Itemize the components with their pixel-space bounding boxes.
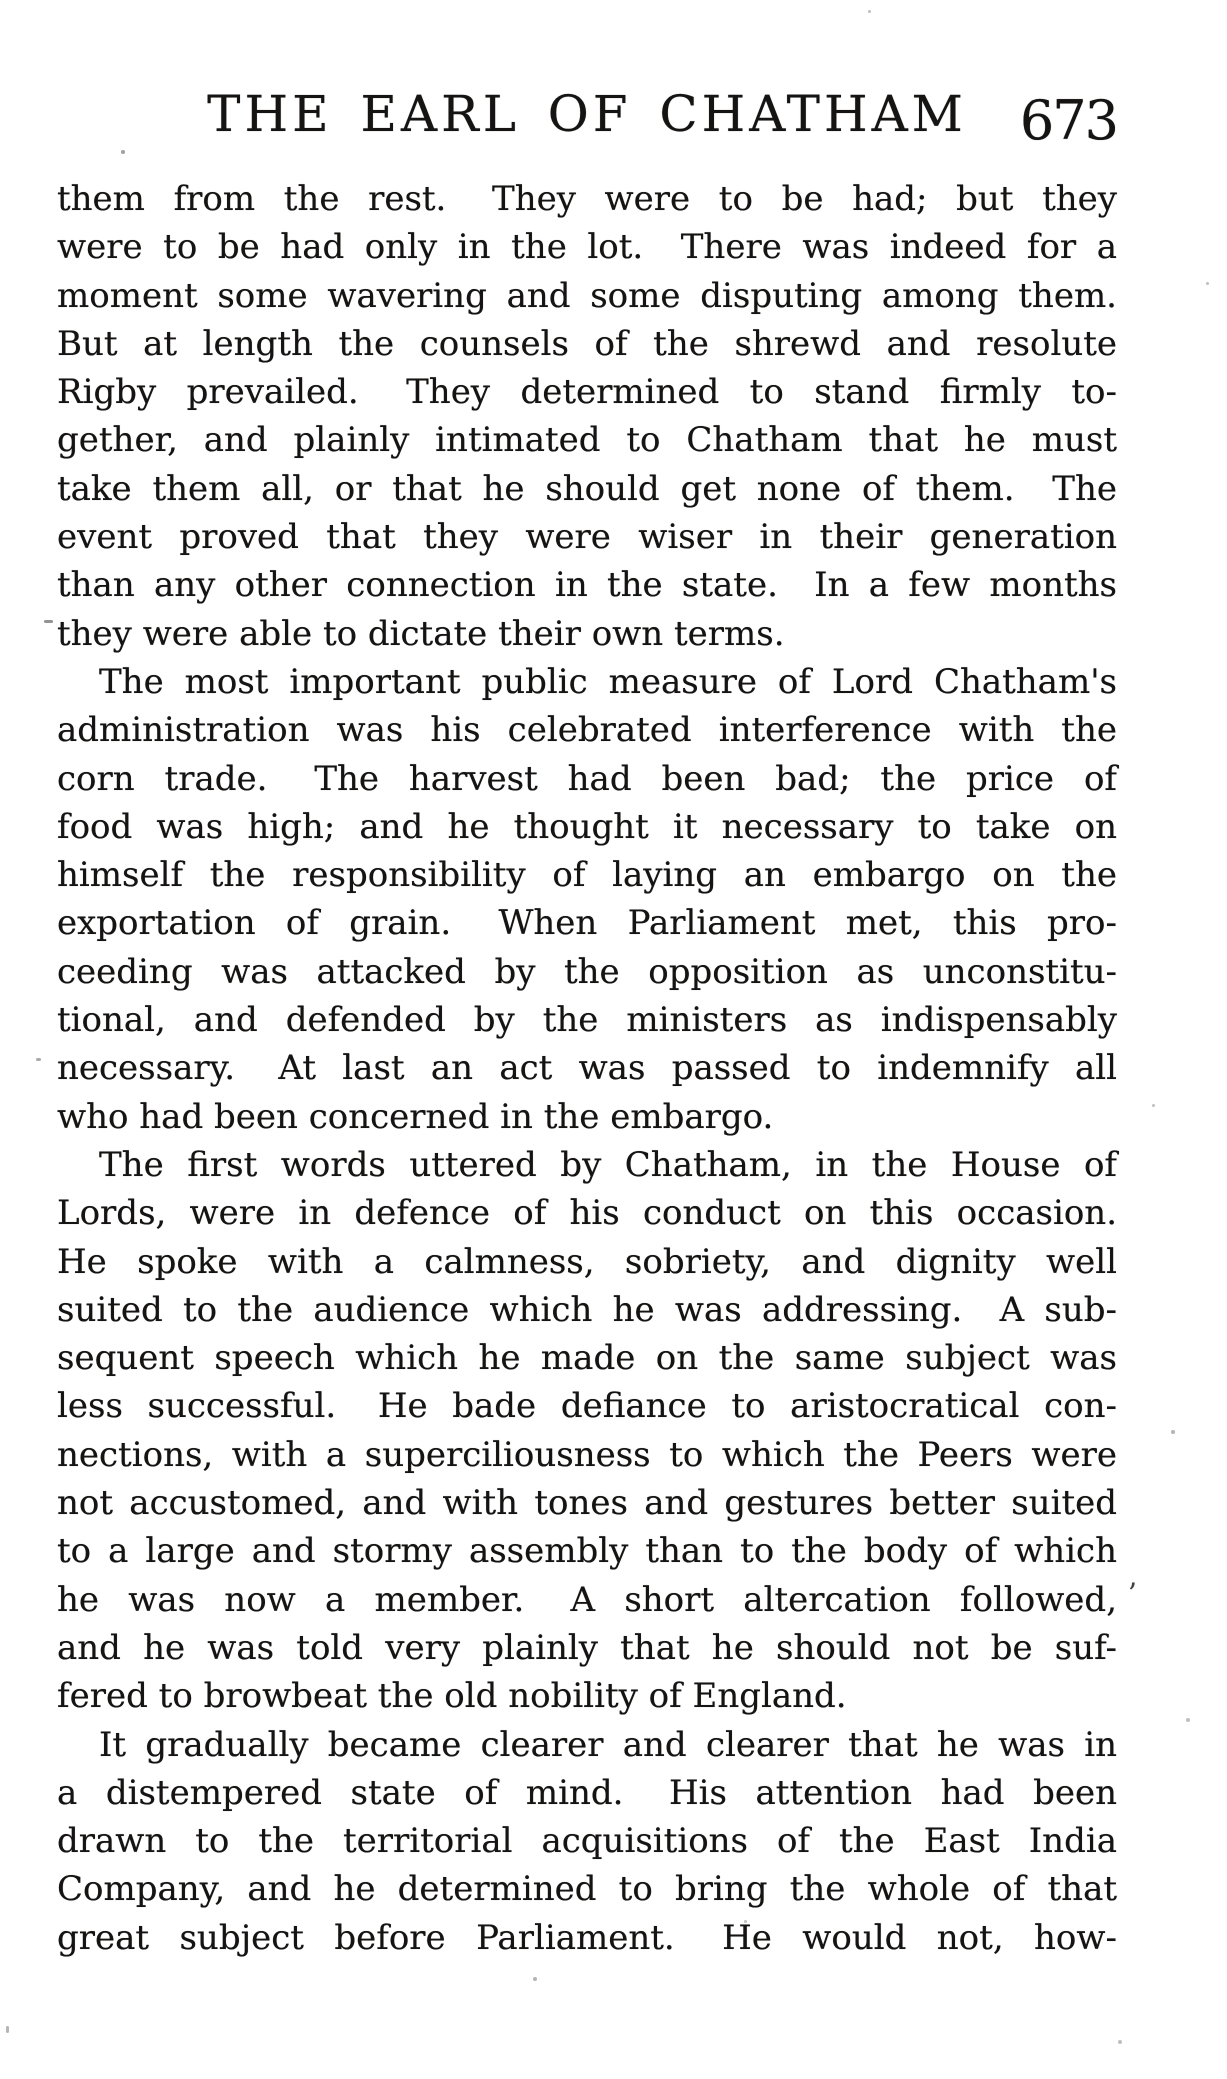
text-line: drawn to the territorial acquisitions of the East India [57, 1821, 1117, 1862]
scan-speck [1186, 1718, 1190, 1722]
text-line: nections, with a superciliousness to which the Peers were [57, 1434, 1117, 1475]
text-line: The most important public measure of Lord Chatham's [99, 661, 1117, 702]
text-line: food was high; and he thought it necessary to take on [57, 806, 1117, 847]
text-line: tional, and defended by the ministers as indispensably [57, 1000, 1117, 1041]
scan-speck [36, 1058, 41, 1061]
scan-speck [1152, 1104, 1155, 1107]
text-line: ceeding was attacked by the opposition as unconstitu- [57, 951, 1117, 992]
text-line: take them all, or that he should get none of them. The [57, 468, 1117, 509]
text-line: Company, and he determined to bring the whole of that [57, 1869, 1117, 1910]
text-line: necessary. At last an act was passed to indemnify all [57, 1048, 1117, 1089]
text-line: suited to the audience which he was addressing. A sub- [57, 1289, 1117, 1330]
text-line: corn trade. The harvest had been bad; the price of [57, 758, 1117, 799]
scan-speck [1118, 2040, 1122, 2044]
text-line: and he was told very plainly that he should not be suf- [57, 1627, 1117, 1668]
text-line: less successful. He bade defiance to aristocratical con- [57, 1386, 1117, 1427]
text-line: them from the rest. They were to be had; but they [57, 179, 1117, 219]
text-line: they were able to dictate their own terms. [57, 613, 785, 654]
text-line: He spoke with a calmness, sobriety, and dignity well [57, 1241, 1117, 1282]
text-block [57, 175, 1117, 1962]
text-line: administration was his celebrated interference with the [57, 710, 1117, 751]
text-line: great subject before Parliament. He would not, how- [57, 1917, 1117, 1958]
scan-speck [1171, 1430, 1175, 1434]
text-line: than any other connection in the state. In a few months [57, 565, 1117, 606]
text-line: who had been concerned in the embargo. [57, 1096, 774, 1137]
text-line: a distempered state of mind. His attention had been [57, 1772, 1117, 1813]
text-line: Rigby prevailed. They determined to stand firmly to- [57, 372, 1117, 413]
scan-speck [121, 150, 125, 154]
text-line: moment some wavering and some disputing among them. [57, 275, 1117, 316]
text-line: But at length the counsels of the shrewd and resolute [57, 323, 1117, 364]
scan-speck [6, 2026, 9, 2033]
scan-speck [868, 10, 871, 13]
scan-speck [744, 1920, 747, 1923]
text-line: fered to browbeat the old nobility of England. [57, 1676, 847, 1717]
text-line: exportation of grain. When Parliament met, this pro- [57, 903, 1117, 944]
text-line: Lords, were in defence of his conduct on this occasion. [57, 1193, 1117, 1234]
text-line: to a large and stormy assembly than to the body of which [57, 1531, 1117, 1572]
text-line: were to be had only in the lot. There was indeed for a [57, 227, 1117, 268]
scan-speck [44, 620, 53, 623]
page-header [57, 85, 1117, 152]
page-number: 673 [1019, 89, 1117, 152]
text-line: sequent speech which he made on the same subject was [57, 1338, 1117, 1379]
text-line: gether, and plainly intimated to Chatham that he must [57, 420, 1117, 461]
scan-speck [1206, 282, 1209, 285]
running-title: THE EARL OF CHATHAM [207, 85, 967, 143]
stray-quote-mark: ’ [1128, 1577, 1137, 1610]
text-line: event proved that they were wiser in their generation [57, 517, 1117, 558]
text-line: himself the responsibility of laying an embargo on the [57, 855, 1117, 896]
text-line: he was now a member. A short altercation followed, [57, 1579, 1117, 1620]
text-line: not accustomed, and with tones and gestures better suited [57, 1483, 1117, 1524]
text-line: The first words uttered by Chatham, in the House of [99, 1144, 1117, 1185]
scan-speck [533, 1977, 537, 1981]
text-line: It gradually became clearer and clearer that he was in [99, 1724, 1117, 1765]
